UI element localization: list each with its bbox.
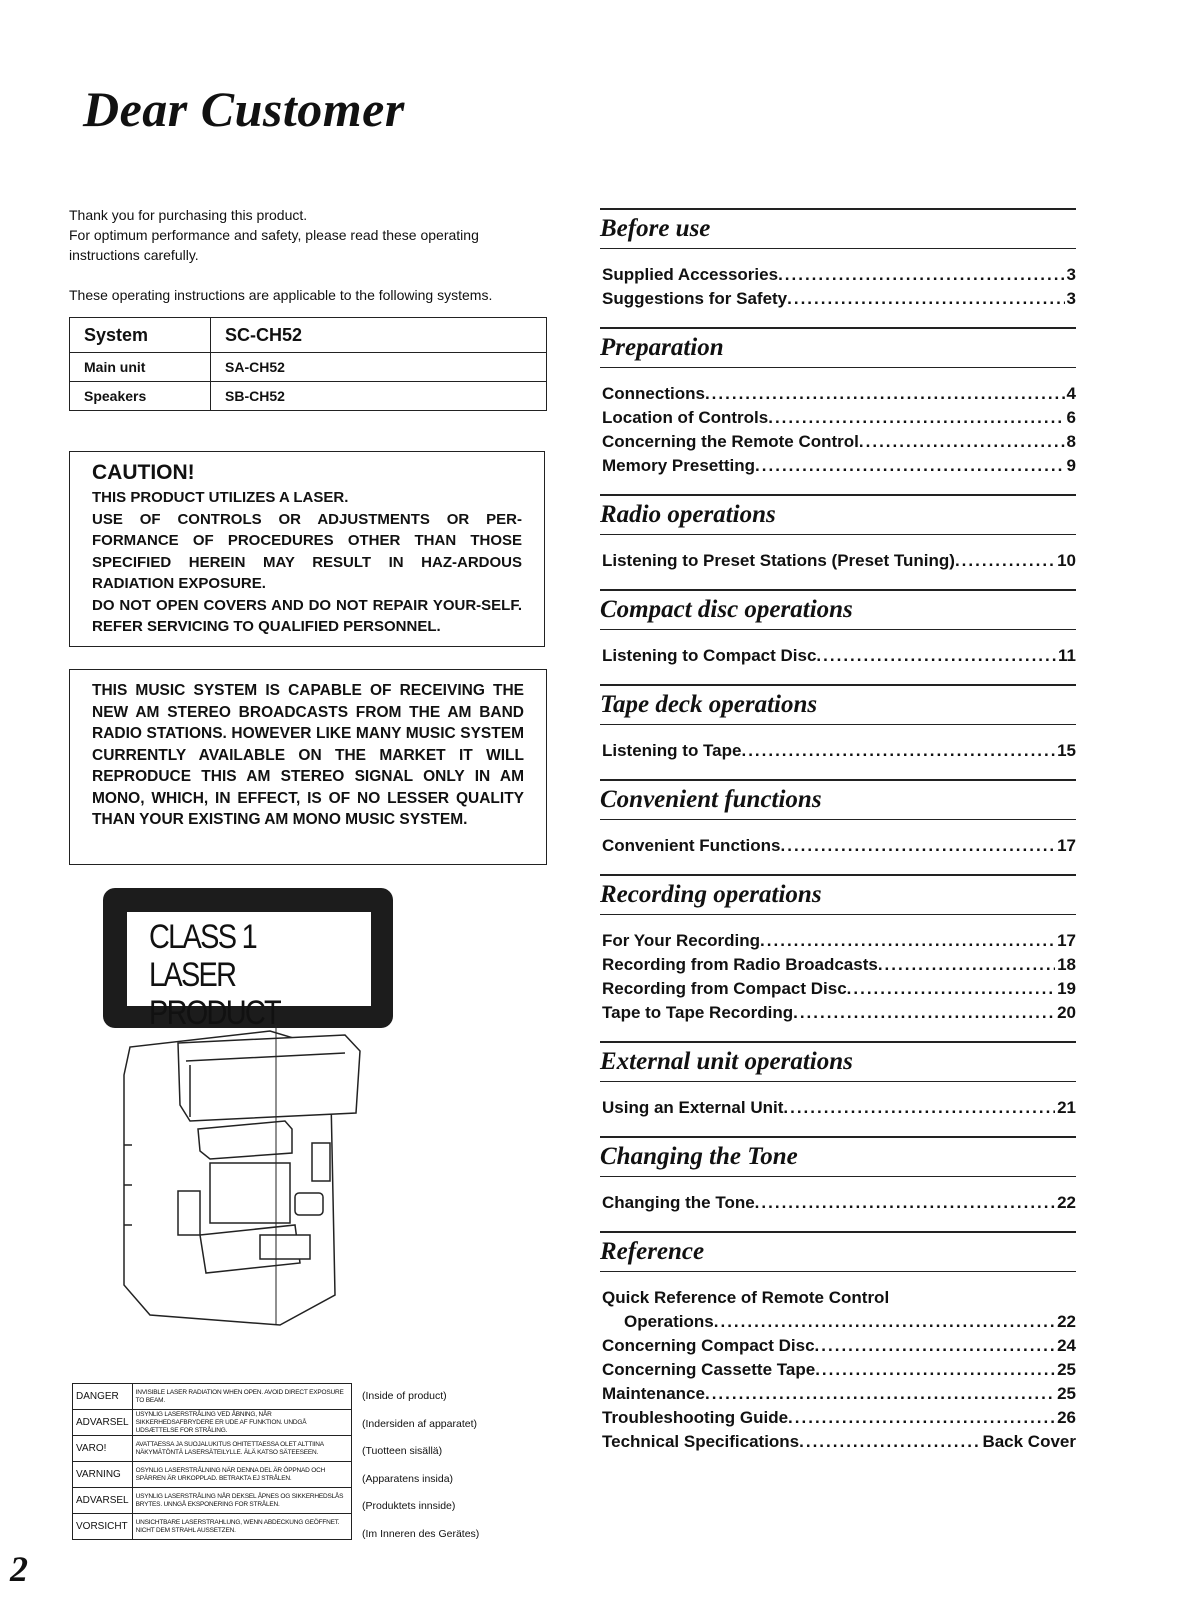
table-row (73, 1410, 352, 1436)
toc-section-heading: Before use (600, 210, 1076, 249)
table-row (70, 353, 547, 382)
system-model: SB-CH52 (211, 382, 547, 411)
toc-entry (602, 1382, 1076, 1406)
toc-section (600, 589, 1076, 684)
toc-section (600, 779, 1076, 874)
toc-leader-dots (714, 1310, 1055, 1334)
toc-section-heading: Reference (600, 1233, 1076, 1272)
toc-entry (602, 929, 1076, 953)
toc-section-heading: External unit operations (600, 1043, 1076, 1082)
toc-leader-dots (755, 454, 1064, 478)
toc-entry-label: Concerning Compact Disc (602, 1336, 815, 1355)
toc-entry (602, 953, 1076, 977)
toc-leader-dots (760, 929, 1055, 953)
intro-read-instructions: For optimum performance and safety, please read these operating instructions carefully. (69, 227, 479, 263)
toc-leader-dots (878, 953, 1055, 977)
warning-word: ADVARSEL (73, 1488, 133, 1514)
toc-section (600, 494, 1076, 589)
toc-leader-dots (816, 644, 1056, 668)
toc-entry-page: 10 (1057, 551, 1076, 570)
toc-entry (602, 263, 1076, 287)
toc-entry (602, 406, 1076, 430)
toc-entry-label: Listening to Tape (602, 741, 742, 760)
toc-section (600, 208, 1076, 327)
toc-entry-label: Technical Specifications (602, 1432, 800, 1451)
caution-box (69, 451, 545, 647)
page-number: 2 (10, 1549, 28, 1589)
toc-entry-label: Location of Controls (602, 408, 769, 427)
toc-entry-page: 26 (1057, 1408, 1076, 1427)
toc-section (600, 1136, 1076, 1231)
toc-entry (602, 549, 1076, 573)
toc-leader-dots (778, 263, 1064, 287)
system-label: Speakers (70, 382, 211, 411)
toc-entry-label: Memory Presetting (602, 456, 756, 475)
system-label: Main unit (70, 353, 211, 382)
main-unit-illustration (120, 1025, 380, 1345)
toc-entry-label: Concerning Cassette Tape (602, 1360, 816, 1379)
toc-section-heading: Compact disc operations (600, 591, 1076, 630)
table-row (70, 382, 547, 411)
toc-entry-label: Recording from Compact Disc (602, 979, 847, 998)
table-row (70, 318, 547, 353)
warning-location: (Produktets innside) (362, 1500, 456, 1512)
toc-entry-page: 6 (1066, 408, 1076, 427)
toc-entry-label: Convenient Functions (602, 836, 781, 855)
laser-label-line2: LASER PRODUCT (149, 956, 280, 1032)
toc-entry-label: Listening to Preset Stations (Preset Tuning) (602, 551, 955, 570)
toc-section-heading: Convenient functions (600, 781, 1076, 820)
warning-location: (Im Inneren des Gerätes) (362, 1527, 480, 1540)
laser-label-line1: CLASS 1 (149, 918, 256, 956)
toc-entry-label: Troubleshooting Guide (602, 1408, 789, 1427)
caution-covers: DO NOT OPEN COVERS AND DO NOT REPAIR YOUR-SELF. REFER SERVICING TO QUALIFIED PERSONNEL. (92, 596, 522, 635)
system-model: SA-CH52 (211, 353, 547, 382)
toc-entry-page: 9 (1066, 456, 1076, 475)
table-row (73, 1462, 352, 1488)
toc-entry-label: Tape to Tape Recording (602, 1003, 794, 1022)
toc-leader-dots (783, 1096, 1055, 1120)
toc-entry-page: 19 (1057, 979, 1076, 998)
toc-section-heading: Radio operations (600, 496, 1076, 535)
toc-entry-page: 8 (1066, 432, 1076, 451)
toc-section (600, 1231, 1076, 1470)
toc-entry-page: 15 (1057, 741, 1076, 760)
page-title: Dear Customer (83, 81, 405, 137)
table-row (73, 1488, 352, 1514)
toc-entry-label: Supplied Accessories (602, 265, 779, 284)
toc-entry (602, 1430, 1076, 1454)
warning-text: INVISIBLE LASER RADIATION WHEN OPEN. AVOID DIRECT EXPOSURE TO BEAM. (132, 1384, 351, 1410)
toc-entry (602, 430, 1076, 454)
toc-entry-page: Back Cover (982, 1432, 1076, 1451)
toc-entry-page: 18 (1057, 955, 1076, 974)
warning-word: VARO! (73, 1436, 133, 1462)
toc-leader-dots (768, 406, 1064, 430)
warning-word: ADVARSEL (73, 1410, 133, 1436)
toc-entry-page: 11 (1058, 646, 1076, 665)
toc-entry-label: Connections (602, 384, 705, 403)
toc-entry-page: 22 (1057, 1193, 1076, 1212)
toc-leader-dots (815, 1334, 1056, 1358)
warning-locations (362, 1383, 479, 1548)
toc-entry-page: 3 (1066, 265, 1076, 284)
toc-entry-page: 17 (1057, 931, 1076, 950)
warning-location: (Tuotteen sisällä) (362, 1445, 443, 1457)
toc-leader-dots (847, 977, 1055, 1001)
toc-entry (602, 1334, 1076, 1358)
warning-location: (Apparatens insida) (362, 1472, 454, 1485)
toc-entry-label: Changing the Tone (602, 1193, 755, 1212)
system-model: SC-CH52 (211, 318, 547, 353)
toc-entry (602, 287, 1076, 311)
toc-leader-dots (793, 1001, 1055, 1025)
warning-text: AVATTAESSA JA SUOJALUKITUS OHITETTAESSA OLET ALTTIINA NÄKYMÄTÖNTÄ LASERSÄTEILYLLE. ÄLÄ KATSO SÄTEESEEN. (132, 1436, 351, 1462)
toc-section (600, 684, 1076, 779)
toc-entry-page: 25 (1057, 1360, 1076, 1379)
systems-table (69, 317, 547, 411)
warning-word: VORSICHT (73, 1514, 133, 1540)
toc-entry-page: 4 (1066, 384, 1076, 403)
toc-entry (602, 1310, 1076, 1334)
warning-word: DANGER (73, 1384, 133, 1410)
toc-entry (602, 834, 1076, 858)
toc-leader-dots (741, 739, 1055, 763)
toc-entry-page: 17 (1057, 836, 1076, 855)
am-stereo-note: THIS MUSIC SYSTEM IS CAPABLE OF RECEIVING THE NEW AM STEREO BROADCASTS FROM THE AM BAND RADIO STATIONS. HOWEVER LIKE MANY MUSIC SYSTEM CURRENTLY AVAILABLE ON THE MARKET IT WILL REPRODUCE THIS AM STEREO SIGNAL ONLY IN AM MONO, WHICH, IN EFFECT, IS OF NO LESSER QUALITY THAN YOUR EXISTING AM MONO MUSIC SYSTEM. (69, 669, 547, 865)
toc-entry-page: 3 (1066, 289, 1076, 308)
toc-entry-label: Quick Reference of Remote Control (602, 1288, 890, 1307)
toc-entry (602, 1191, 1076, 1215)
toc-entry-label: Using an External Unit (602, 1098, 784, 1117)
toc-entry-page: 22 (1057, 1312, 1076, 1331)
laser-warning-table (72, 1383, 352, 1540)
toc-section-heading: Changing the Tone (600, 1138, 1076, 1177)
toc-leader-dots (859, 430, 1065, 454)
toc-entry-label: Listening to Compact Disc (602, 646, 817, 665)
toc-entry (602, 1096, 1076, 1120)
toc-section (600, 874, 1076, 1041)
toc-entry-label: Suggestions for Safety (602, 289, 788, 308)
intro-text (69, 205, 549, 305)
toc-section (600, 1041, 1076, 1136)
table-of-contents (600, 208, 1076, 1470)
toc-entry-label: For Your Recording (602, 931, 761, 950)
toc-entry (602, 1286, 1076, 1310)
caution-controls: USE OF CONTROLS OR ADJUSTMENTS OR PER-FORMANCE OF PROCEDURES OTHER THAN THOSE SPECIFIED HEREIN MAY RESULT IN HAZ-ARDOUS RADIATION EXPOSURE. (92, 510, 522, 592)
intro-thanks: Thank you for purchasing this product. (69, 207, 308, 223)
toc-entry (602, 1406, 1076, 1430)
caution-laser: THIS PRODUCT UTILIZES A LASER. (92, 489, 349, 506)
toc-entry-page: 21 (1057, 1098, 1076, 1117)
toc-leader-dots (755, 1191, 1055, 1215)
table-row (73, 1436, 352, 1462)
toc-entry (602, 739, 1076, 763)
toc-entry-label: Operations (624, 1312, 714, 1331)
toc-leader-dots (815, 1358, 1055, 1382)
toc-section-heading: Tape deck operations (600, 686, 1076, 725)
warning-location: (Inside of product) (362, 1390, 447, 1402)
warning-location: (Indersiden af apparatet) (362, 1417, 477, 1430)
system-label: System (70, 318, 211, 353)
warning-text: USYNLIG LASERSTRÅLING NÅR DEKSEL ÅPNES OG SIKKERHEDSLÅS BRYTES. UNNGÅ EKSPONERING FOR STRÅLEN. (132, 1488, 351, 1514)
toc-entry (602, 1358, 1076, 1382)
toc-entry-page: 25 (1057, 1384, 1076, 1403)
caution-heading: CAUTION! (92, 461, 195, 484)
toc-leader-dots (799, 1430, 980, 1454)
toc-leader-dots (705, 382, 1065, 406)
toc-entry-label: Maintenance (602, 1384, 705, 1403)
intro-applicable: These operating instructions are applicable to the following systems. (69, 287, 493, 303)
toc-entry (602, 382, 1076, 406)
toc-entry (602, 644, 1076, 668)
toc-leader-dots (705, 1382, 1055, 1406)
toc-entry (602, 1001, 1076, 1025)
toc-leader-dots (788, 1406, 1055, 1430)
table-row (73, 1384, 352, 1410)
warning-word: VARNING (73, 1462, 133, 1488)
toc-entry-label: Recording from Radio Broadcasts (602, 955, 878, 974)
warning-text: USYNLIG LASERSTRÅLING VED ÅBNING, NÅR SIKKERHEDSAFBRYDERE ER UDE AF FUNKTION. UNDGÅ UDSÆTTELSE FOR STRÅLING. (132, 1410, 351, 1436)
warning-text: OSYNLIG LASERSTRÅLNING NÄR DENNA DEL ÄR ÖPPNAD OCH SPÄRREN ÄR URKOPPLAD. BETRAKTA EJ STRÅLEN. (132, 1462, 351, 1488)
toc-section-heading: Preparation (600, 329, 1076, 368)
toc-leader-dots (781, 834, 1056, 858)
table-row (73, 1514, 352, 1540)
toc-section-heading: Recording operations (600, 876, 1076, 915)
toc-leader-dots (787, 287, 1064, 311)
toc-entry-page: 24 (1057, 1336, 1076, 1355)
toc-entry-page: 20 (1057, 1003, 1076, 1022)
toc-entry-label: Concerning the Remote Control (602, 432, 859, 451)
toc-leader-dots (955, 549, 1055, 573)
toc-entry (602, 977, 1076, 1001)
laser-class-label (103, 888, 393, 1032)
toc-section (600, 327, 1076, 494)
warning-text: UNSICHTBARE LASERSTRAHLUNG, WENN ABDECKUNG GEÖFFNET. NICHT DEM STRAHL AUSSETZEN. (132, 1514, 351, 1540)
toc-entry (602, 454, 1076, 478)
